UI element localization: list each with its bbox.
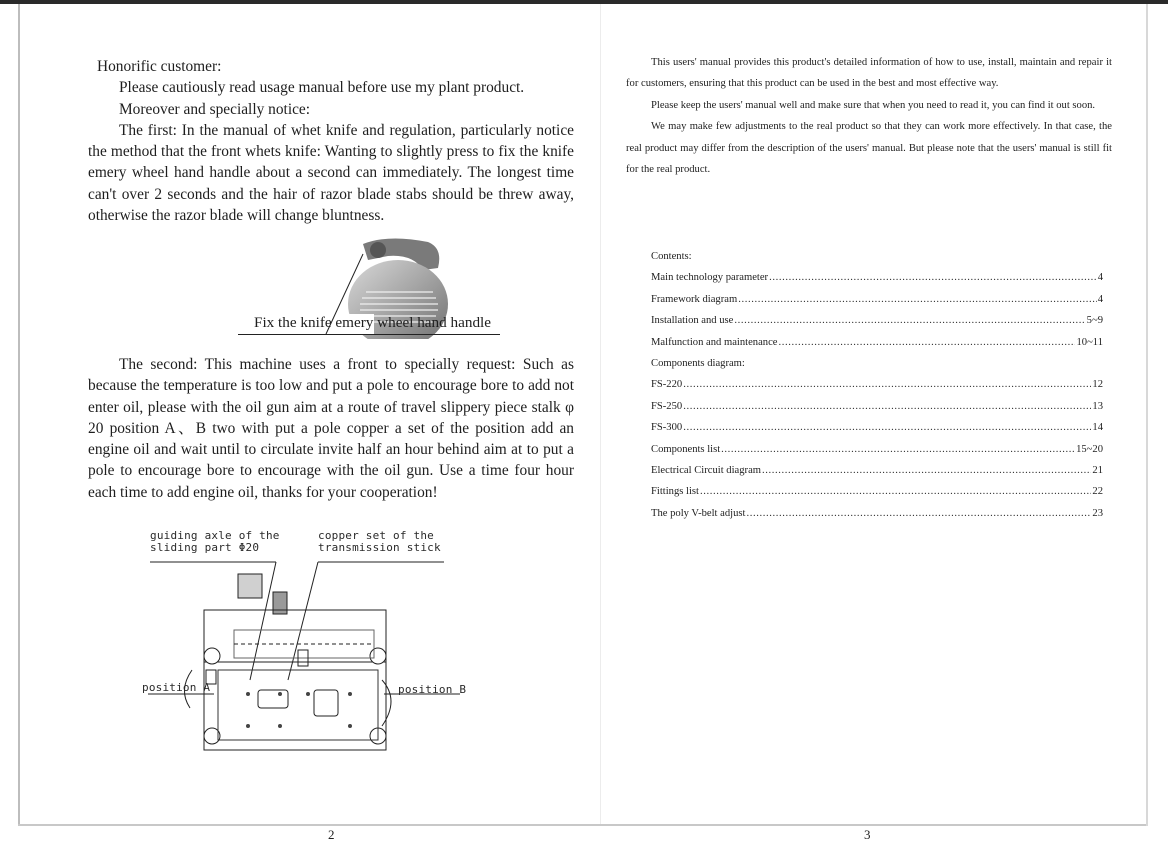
toc-leader (683, 374, 1091, 395)
scan-edge-top (0, 0, 1168, 4)
intro-paragraph: Please cautiously read usage manual before use my plant product. (119, 79, 525, 97)
toc-page: 5~9 (1086, 315, 1103, 327)
adjustments-paragraph: We may make few adjustments to the real product so that they can work more effectively. In that case, the real product may differ from the description of the users' manual. But please note that the users' manual is still fit for the real product. (626, 121, 1112, 176)
toc-page: 4 (1097, 293, 1103, 305)
caption-underline (238, 334, 500, 335)
label-position-b: position B (398, 683, 467, 696)
notice-paragraph: Moreover and specially notice: (119, 100, 311, 118)
toc-leader (762, 460, 1091, 481)
label-guiding-axle-2: sliding part Φ20 (150, 541, 260, 554)
page-number-left: 2 (328, 827, 335, 842)
toc-title: FS-250 (651, 400, 683, 412)
toc-title: Electrical Circuit diagram (651, 465, 762, 477)
machine-diagram (138, 530, 478, 760)
toc-leader (779, 332, 1076, 353)
toc-page: 21 (1092, 465, 1103, 477)
toc-page: 12 (1092, 379, 1103, 391)
right-page (626, 52, 1112, 842)
table-of-contents (651, 246, 1103, 524)
second-notice-block (88, 354, 574, 503)
contents-heading: Contents: (651, 251, 692, 262)
toc-leader (700, 481, 1091, 502)
toc-title: The poly V-belt adjust (651, 507, 746, 519)
scan-edge-right (1146, 4, 1148, 826)
toc-leader (721, 439, 1075, 460)
toc-leader (769, 267, 1097, 288)
toc-leader (683, 396, 1091, 417)
scan-edge-left (18, 4, 20, 826)
toc-title: Installation and use (651, 315, 734, 327)
toc-page: 22 (1092, 486, 1103, 498)
toc-entry (651, 460, 1103, 481)
label-copper-set-1: copper set of the (318, 529, 434, 542)
label-guiding-axle-1: guiding axle of the (150, 529, 280, 542)
components-diagram-heading: Components diagram: (651, 358, 745, 370)
toc-entry (651, 289, 1103, 310)
toc-leader (746, 503, 1091, 524)
toc-page: 10~11 (1076, 336, 1103, 348)
label-position-a: position A (142, 681, 211, 694)
toc-entry (651, 481, 1103, 502)
toc-entry (651, 310, 1103, 331)
toc-title: FS-300 (651, 422, 683, 434)
intro-paragraph-right: This users' manual provides this product's detailed information of how to use, install, maintain and repair it for customers, ensuring that this product can be used in the best and most effective way. (626, 57, 1112, 90)
toc-entry (651, 267, 1103, 288)
toc-title: Framework diagram (651, 293, 738, 305)
toc-entry (651, 417, 1103, 438)
toc-title: Components list (651, 443, 721, 455)
toc-title: Fittings list (651, 486, 699, 498)
toc-page: 23 (1092, 507, 1103, 519)
toc-page: 4 (1097, 272, 1103, 284)
toc-entry (651, 396, 1103, 417)
toc-entry (651, 439, 1103, 460)
scan-edge-bottom (18, 824, 1148, 826)
label-copper-set-2: transmission stick (318, 541, 441, 554)
toc-leader (683, 417, 1091, 438)
toc-page: 15~20 (1076, 443, 1103, 455)
toc-entry (651, 332, 1103, 353)
figure-caption: Fix the knife emery wheel hand handle (254, 314, 492, 331)
page-fold (600, 4, 601, 824)
second-notice-paragraph: The second: This machine uses a front to specially request: Such as because the temperature is too low and put a pole to encourage bore to add not enter oil, please with the oil gun aim at a route of travel slippery piece stalk φ 20 position A、B two with put a pole copper a set of the position add an engine oil and wait until to circulate invite half an hour behind aim at to put a pole to encourage bore to encourage with the oil gun. Use a time four hour each time to add engine oil, thanks for your cooperation! (88, 356, 574, 501)
keep-manual-paragraph: Please keep the users' manual well and make sure that when you need to read it, you can find it out soon. (651, 99, 1096, 111)
toc-entry (651, 374, 1103, 395)
toc-page: 13 (1092, 400, 1103, 412)
greeting: Honorific customer: (97, 58, 222, 75)
toc-page: 14 (1092, 422, 1103, 434)
left-page (88, 52, 574, 842)
toc-leader (738, 289, 1097, 310)
toc-title: Malfunction and maintenance (651, 336, 778, 348)
machine-drawing (138, 530, 478, 760)
toc-leader (734, 310, 1085, 331)
toc-title: Main technology parameter (651, 272, 769, 284)
page-number-right: 3 (864, 827, 871, 842)
first-notice-paragraph: The first: In the manual of whet knife and regulation, particularly notice the method that the front whets knife: Wanting to slightly press to fix the knife emery wheel hand handle about a second can immediately. The longest time can't over 2 seconds and the hair of razor blade stabs should be threw away, otherwise the razor blade will change bluntness. (88, 121, 574, 225)
toc-entry (651, 503, 1103, 524)
toc-title: FS-220 (651, 379, 683, 391)
